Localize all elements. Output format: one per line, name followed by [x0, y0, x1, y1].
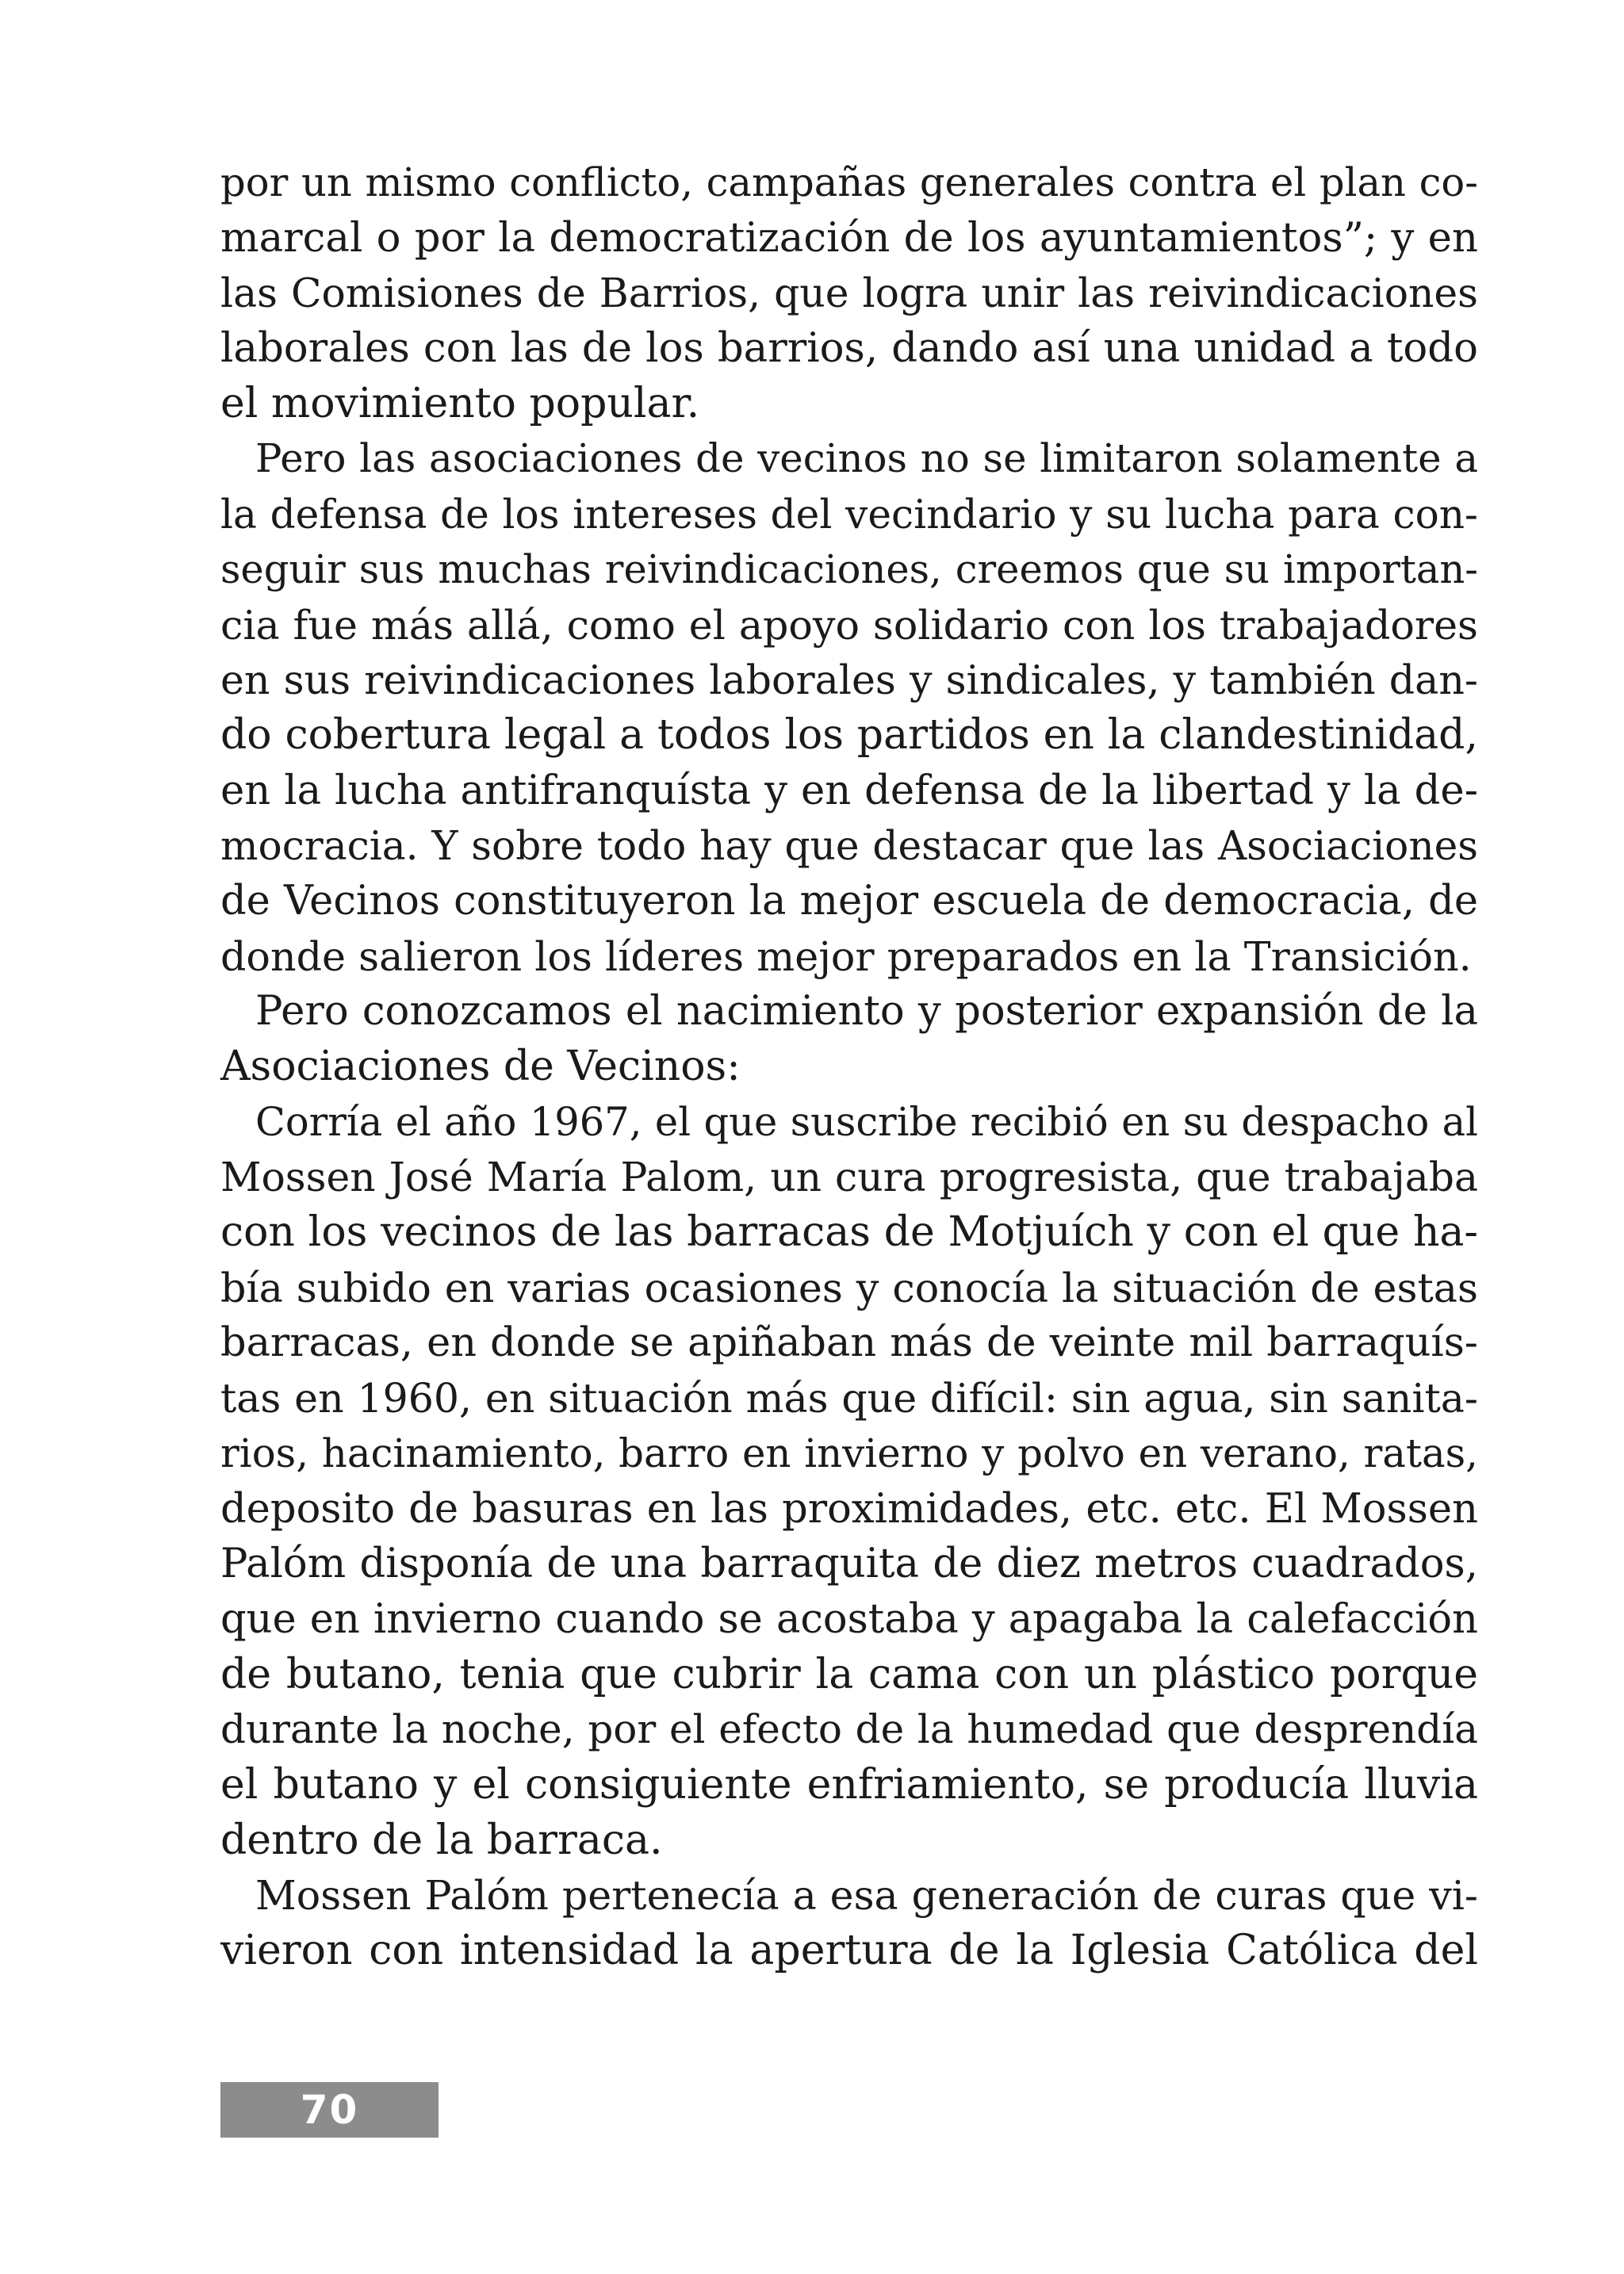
page-number: 70	[300, 2087, 359, 2133]
text-line: Mossen José María Palom, un cura progresista, que trabajaba	[220, 1154, 1478, 1201]
page-number-badge	[220, 2082, 439, 2138]
text-line: vieron con intensidad la apertura de la Iglesia Católica del	[220, 1927, 1478, 1974]
text-line: donde salieron los líderes mejor preparados en la Transición.	[220, 932, 1472, 980]
text-line: Pero las asociaciones de vecinos no se limitaron solamente a	[255, 435, 1478, 482]
text-line: Mossen Palóm pertenecía a esa generación de curas que vi-	[255, 1872, 1478, 1920]
text-line: Corría el año 1967, el que suscribe recibió en su despacho al	[255, 1098, 1478, 1145]
text-line: seguir sus muchas reivindicaciones, creemos que su importan-	[220, 546, 1478, 592]
text-line: que en invierno cuando se acostaba y apagaba la calefacción	[220, 1595, 1478, 1643]
text-line: barracas, en donde se apiñaban más de veinte mil barraquís-	[220, 1319, 1478, 1367]
text-line: el movimiento popular.	[220, 379, 700, 427]
text-line: laborales con las de los barrios, dando así una unidad a todo	[220, 324, 1478, 373]
text-line: marcal o por la democratización de los ayuntamientos”; y en	[220, 213, 1478, 262]
text-line: Palóm disponía de una barraquita de diez metros cuadrados,	[220, 1541, 1478, 1588]
text-line: tas en 1960, en situación más que difícil: sin agua, sin sanita-	[220, 1375, 1478, 1422]
text-line: mocracia. Y sobre todo hay que destacar que las Asociaciones	[220, 822, 1478, 870]
text-line: durante la noche, por el efecto de la humedad que desprendía	[220, 1706, 1478, 1753]
text-line: con los vecinos de las barracas de Motjuích y con el que ha-	[220, 1208, 1478, 1257]
text-line: Pero conozcamos el nacimiento y posterior expansión de la	[255, 988, 1478, 1036]
text-line: Asociaciones de Vecinos:	[220, 1043, 741, 1090]
text-line: do cobertura legal a todos los partidos en la clandestinidad,	[220, 710, 1478, 759]
text-line: de butano, tenia que cubrir la cama con un plástico porque	[220, 1650, 1478, 1698]
text-line: cia fue más allá, como el apoyo solidario con los trabajadores	[220, 601, 1478, 649]
text-line: las Comisiones de Barrios, que logra unir las reivindicaciones	[220, 270, 1478, 317]
text-line: por un mismo conflicto, campañas generales contra el plan co-	[220, 159, 1478, 205]
text-line: de Vecinos constituyeron la mejor escuela de democracia, de	[220, 877, 1478, 925]
text-line: rios, hacinamiento, barro en invierno y polvo en verano, ratas,	[220, 1430, 1478, 1476]
text-line: dentro de la barraca.	[220, 1816, 663, 1864]
text-line: en sus reivindicaciones laborales y sindicales, y también dan-	[220, 657, 1478, 704]
text-line: deposito de basuras en las proximidades, etc. etc. El Mossen	[220, 1485, 1478, 1533]
text-line: la defensa de los intereses del vecindario y su lucha para con-	[220, 491, 1478, 538]
body-text	[220, 155, 1478, 1979]
text-line: bía subido en varias ocasiones y conocía la situación de estas	[220, 1264, 1478, 1311]
text-line: en la lucha antifranquísta y en defensa de la libertad y la de-	[220, 766, 1478, 814]
text-line: el butano y el consiguiente enfriamiento, se producía lluvia	[220, 1760, 1478, 1809]
